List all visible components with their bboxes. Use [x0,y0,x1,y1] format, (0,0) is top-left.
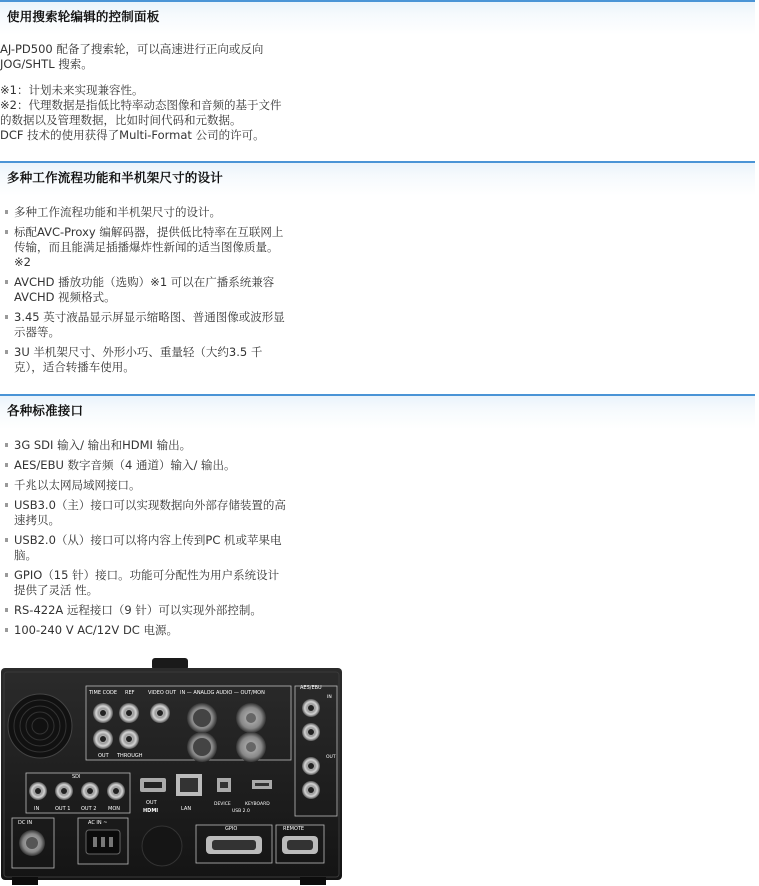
label-device: DEVICE [214,802,231,807]
label-timecode: TIME CODE [89,690,118,696]
text-line: AVCHD 播放功能（选购）※1 可以在广播系统兼容 [14,275,275,289]
bullet-icon [5,230,8,234]
text-line: 速拷贝。 [14,513,60,527]
bullet-icon [5,463,8,467]
bullet-icon [5,538,8,542]
bullet-icon [5,483,8,487]
list-item [5,458,305,473]
label-usb: USB 2.0 [232,809,250,814]
label-out: OUT [98,753,109,759]
bullet-icon [5,628,8,632]
text-line: 多种工作流程功能和半机架尺寸的设计。 [14,205,221,219]
interface-list [5,438,305,643]
label-keyboard: KEYBOARD [245,802,270,807]
section-header-1 [0,0,755,35]
text-line: GPIO（15 针）接口。功能可分配性为用户系统设计 [14,568,280,582]
text-line: 3G SDI 输入/ 输出和HDMI 输出。 [14,438,192,452]
label-through: THROUGH [117,753,143,759]
text-line: ※2：代理数据是指低比特率动态图像和音频的基于文件 [0,98,282,112]
feature-list [5,205,305,380]
text-line: 脑。 [14,548,37,562]
label-hdmi: HDMI [143,808,159,814]
label-ref: REF [125,690,135,696]
device-rear-panel-icon [0,658,344,886]
text-line: 3U 半机架尺寸、外形小巧、重量轻（大约3.5 千 [14,345,263,359]
label-dc-in: DC IN [18,820,33,826]
paragraph-notes [0,83,310,143]
list-item [5,533,305,563]
text-line: USB2.0（从）接口可以将内容上传到PC 机或苹果电 [14,533,282,547]
text-line: USB3.0（主）接口可以实现数据向外部存储装置的高 [14,498,286,512]
label-aes-ebu: AES/EBU [300,685,322,691]
list-item [5,275,305,305]
list-item [5,345,305,375]
list-item [5,568,305,598]
label-aes-in: IN [327,695,332,700]
list-item [5,438,305,453]
label-gpio: GPIO [225,826,238,832]
bullet-icon [5,503,8,507]
section-header-3 [0,394,755,429]
text-line: 标配AVC-Proxy 编解码器，提供低比特率在互联网上 [14,225,284,239]
text-line: 千兆以太网局域网接口。 [14,478,141,492]
list-item [5,310,305,340]
label-sdi-mon: MON [108,806,120,812]
label-hdmi-out: OUT [146,800,157,806]
list-item [5,205,305,220]
label-remote: REMOTE [283,826,305,832]
text-line: AJ-PD500 配备了搜索轮，可以高速进行正向或反向 [0,42,264,56]
label-aes-out: OUT [326,755,336,760]
device-rear-panel-image [0,658,344,886]
text-line: 100-240 V AC/12V DC 电源。 [14,623,178,637]
label-sdi-in: IN [34,806,40,812]
section-title: 使用搜索轮编辑的控制面板 [7,9,160,24]
bullet-icon [5,443,8,447]
list-item [5,498,305,528]
bullet-icon [5,315,8,319]
bullet-icon [5,210,8,214]
list-item [5,603,305,618]
text-line: AES/EBU 数字音频（4 通道）输入/ 输出。 [14,458,236,472]
label-lan: LAN [181,806,192,812]
text-line: ※1：计划未来实现兼容性。 [0,83,144,97]
list-item [5,478,305,493]
text-line: 示器等。 [14,325,60,339]
label-video-out: VIDEO OUT [148,690,177,696]
section-title: 多种工作流程功能和半机架尺寸的设计 [7,170,223,185]
text-line: 的数据以及管理数据，比如时间代码和元数据。 [0,113,242,127]
bullet-icon [5,573,8,577]
list-item [5,623,305,638]
label-sdi-out1: OUT 1 [55,806,71,812]
text-line: RS-422A 远程接口（9 针）可以实现外部控制。 [14,603,262,617]
text-line: 提供了灵活 性。 [14,583,99,597]
text-line: 传输，而且能满足插播爆炸性新闻的适当图像质量。 [14,240,279,254]
label-sdi-out2: OUT 2 [81,806,97,812]
label-ac-in: AC IN ~ [88,820,108,826]
text-line: AVCHD 视频格式。 [14,290,116,304]
label-sdi: SDI [72,774,81,780]
bullet-icon [5,280,8,284]
label-analog-audio: IN — ANALOG AUDIO — OUT/MON [180,690,265,696]
text-line: ※2 [14,255,31,269]
text-line: 克），适合转播车使用。 [14,360,135,374]
text-line: 3.45 英寸液晶显示屏显示缩略图、普通图像或波形显 [14,310,285,324]
text-line: JOG/SHTL 搜索。 [0,57,93,71]
list-item [5,225,305,270]
text-line: DCF 技术的使用获得了Multi-Format 公司的许可。 [0,128,265,142]
section-header-2 [0,161,755,196]
bullet-icon [5,608,8,612]
section-title: 各种标准接口 [7,403,84,418]
bullet-icon [5,350,8,354]
paragraph-intro [0,42,310,72]
